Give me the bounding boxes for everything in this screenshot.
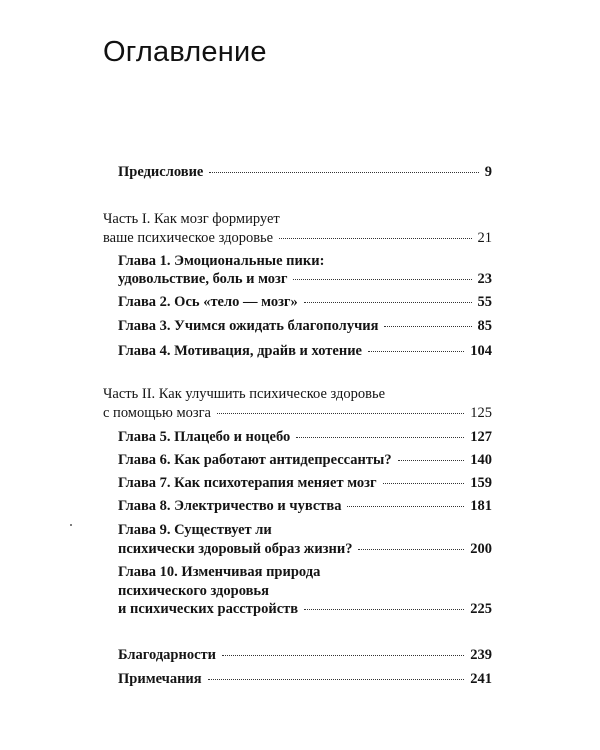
toc-entry-label: Глава 2. Ось «тело — мозг» bbox=[118, 294, 298, 310]
toc-entry-chapter-6[interactable] bbox=[118, 451, 492, 469]
toc-chapter-title-line: Глава 9. Существует ли bbox=[118, 522, 272, 538]
toc-page-number: 140 bbox=[470, 452, 492, 468]
dot-leader bbox=[279, 238, 471, 239]
toc-entry-part-1[interactable] bbox=[103, 229, 492, 247]
dot-leader bbox=[368, 351, 464, 352]
toc-page-number: 23 bbox=[477, 271, 492, 287]
dot-leader bbox=[222, 655, 464, 656]
page-title: Оглавление bbox=[103, 36, 267, 68]
toc-part-title-line: Часть I. Как мозг формирует bbox=[103, 211, 280, 227]
toc-page-number: 127 bbox=[470, 429, 492, 445]
toc-chapter-title-line: психического здоровья bbox=[118, 583, 269, 599]
toc-entry-label: Глава 8. Электричество и чувства bbox=[118, 498, 342, 514]
dot-leader bbox=[304, 302, 472, 303]
toc-page-number: 104 bbox=[470, 343, 492, 359]
toc-entry-chapter-2[interactable] bbox=[118, 293, 492, 311]
dot-leader bbox=[296, 437, 464, 438]
dot-leader bbox=[347, 506, 464, 507]
toc-part-title-line: Часть II. Как улучшить психическое здоровье bbox=[103, 386, 386, 402]
toc-entry-label: Примечания bbox=[118, 671, 202, 687]
toc-entry-preface[interactable] bbox=[118, 163, 492, 181]
toc-entry-label: Предисловие bbox=[118, 164, 204, 180]
toc-page-number: 125 bbox=[470, 405, 492, 421]
toc-entry-label: Глава 3. Учимся ожидать благополучия bbox=[118, 318, 379, 334]
toc-entry-label: удовольствие, боль и мозг bbox=[118, 271, 288, 287]
toc-entry-label: психически здоровый образ жизни? bbox=[118, 541, 353, 557]
dot-leader bbox=[208, 679, 465, 680]
dot-leader bbox=[383, 483, 465, 484]
toc-entry-chapter-5[interactable] bbox=[118, 428, 492, 446]
toc-entry-label: Глава 5. Плацебо и ноцебо bbox=[118, 429, 291, 445]
toc-chapter-title-line: Глава 10. Изменчивая природа bbox=[118, 564, 321, 580]
toc-page-number: 85 bbox=[477, 318, 492, 334]
toc-entry-chapter-3[interactable] bbox=[118, 317, 492, 335]
toc-page-number: 181 bbox=[470, 498, 492, 514]
toc-entry-acknowledgments[interactable] bbox=[118, 646, 492, 664]
dot-leader bbox=[398, 460, 465, 461]
toc-entry-label: Глава 6. Как работают антидепрессанты? bbox=[118, 452, 392, 468]
dot-leader bbox=[209, 172, 478, 173]
toc-page-number: 241 bbox=[470, 671, 492, 687]
toc-entry-chapter-9[interactable] bbox=[118, 540, 492, 558]
toc-entry-label: ваше психическое здоровье bbox=[103, 230, 274, 246]
toc-page-number: 21 bbox=[477, 230, 492, 246]
dot-leader bbox=[304, 609, 464, 610]
toc-entry-label: и психических расстройств bbox=[118, 601, 299, 617]
dot-leader bbox=[293, 279, 471, 280]
toc-entry-label: с помощью мозга bbox=[103, 405, 211, 421]
toc-page-number: 55 bbox=[477, 294, 492, 310]
dot-leader bbox=[384, 326, 471, 327]
toc-entry-label: Глава 7. Как психотерапия меняет мозг bbox=[118, 475, 377, 491]
toc-page-number: 225 bbox=[470, 601, 492, 617]
toc-page-number: 239 bbox=[470, 647, 492, 663]
toc-page-number: 200 bbox=[470, 541, 492, 557]
toc-entry-label: Глава 4. Мотивация, драйв и хотение bbox=[118, 343, 362, 359]
dot-leader bbox=[358, 549, 464, 550]
toc-chapter-title-line: Глава 1. Эмоциональные пики: bbox=[118, 253, 325, 269]
toc-entry-notes[interactable] bbox=[118, 670, 492, 688]
toc-page-number: 9 bbox=[484, 164, 492, 180]
toc-entry-chapter-10[interactable] bbox=[118, 600, 492, 618]
toc-entry-label: Благодарности bbox=[118, 647, 217, 663]
toc-entry-part-2[interactable] bbox=[103, 404, 492, 422]
toc-entry-chapter-1[interactable] bbox=[118, 270, 492, 288]
toc-entry-chapter-7[interactable] bbox=[118, 474, 492, 492]
toc-entry-chapter-8[interactable] bbox=[118, 497, 492, 515]
scan-speck bbox=[70, 524, 72, 526]
toc-page-number: 159 bbox=[470, 475, 492, 491]
toc-entry-chapter-4[interactable] bbox=[118, 342, 492, 360]
dot-leader bbox=[217, 413, 464, 414]
